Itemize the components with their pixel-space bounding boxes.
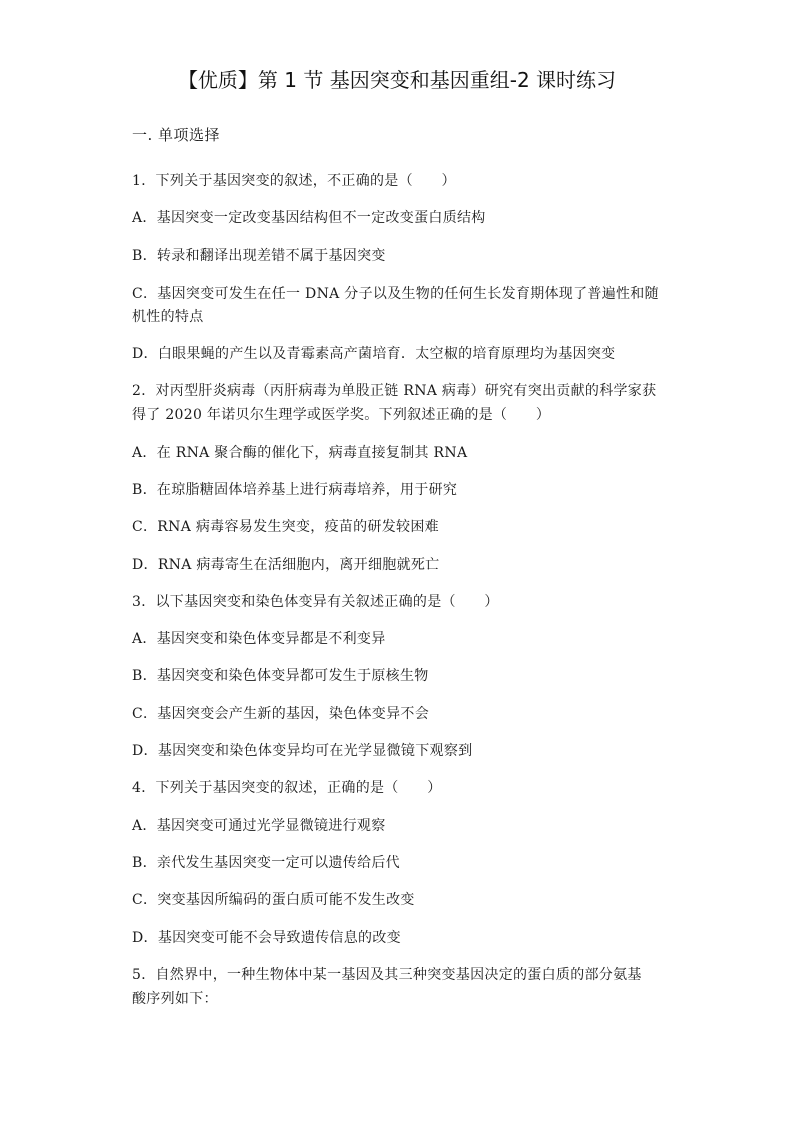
document-title: 【优质】第 1 节 基因突变和基因重组-2 课时练习 [177,68,617,92]
question-2-option-b: B．在琼脂糖固体培养基上进行病毒培养，用于研究 [132,482,458,498]
question-1-option-d: D．白眼果蝇的产生以及青霉素高产菌培育．太空椒的培育原理均为基因突变 [132,346,616,362]
question-2-stem-cont: 得了 2020 年诺贝尔生理学或医学奖。下列叙述正确的是（ ） [132,407,551,423]
question-2-option-d: D．RNA 病毒寄生在活细胞内，离开细胞就死亡 [132,557,440,573]
question-1-option-c-cont: 机性的特点 [132,309,204,325]
question-3-option-b: B．基因突变和染色体变异都可发生于原核生物 [132,668,429,684]
question-1-option-c: C．基因突变可发生在任一 DNA 分子以及生物的任何生长发育期体现了普遍性和随 [132,286,659,302]
question-2-stem: 2．对丙型肝炎病毒（丙肝病毒为单股正链 RNA 病毒）研究有突出贡献的科学家获 [132,383,657,399]
question-4-option-b: B．亲代发生基因突变一定可以遗传给后代 [132,855,400,871]
question-2-option-a: A．在 RNA 聚合酶的催化下，病毒直接复制其 RNA [132,445,468,461]
question-4-option-a: A．基因突变可通过光学显微镜进行观察 [132,818,386,834]
question-1-option-a: A．基因突变一定改变基因结构但不一定改变蛋白质结构 [132,210,486,226]
question-4-stem: 4．下列关于基因突变的叙述，正确的是（ ） [132,780,442,796]
question-4-option-d: D．基因突变可能不会导致遗传信息的改变 [132,930,401,946]
question-5-stem: 5．自然界中，一种生物体中某一基因及其三种突变基因决定的蛋白质的部分氨基 [132,967,642,983]
question-3-stem: 3．以下基因突变和染色体变异有关叙述正确的是（ ） [132,594,499,610]
section-heading: 一. 单项选择 [132,126,221,144]
question-3-option-a: A．基因突变和染色体变异都是不利变异 [132,631,386,647]
question-5-stem-cont: 酸序列如下： [132,991,218,1007]
question-2-option-c: C．RNA 病毒容易发生突变，疫苗的研发较困难 [132,519,439,535]
question-1-option-b: B．转录和翻译出现差错不属于基因突变 [132,248,386,264]
question-3-option-d: D．基因突变和染色体变异均可在光学显微镜下观察到 [132,743,473,759]
question-1-stem: 1．下列关于基因突变的叙述，不正确的是（ ） [132,173,456,189]
question-4-option-c: C．突变基因所编码的蛋白质可能不发生改变 [132,892,415,908]
question-3-option-c: C．基因突变会产生新的基因，染色体变异不会 [132,706,430,722]
